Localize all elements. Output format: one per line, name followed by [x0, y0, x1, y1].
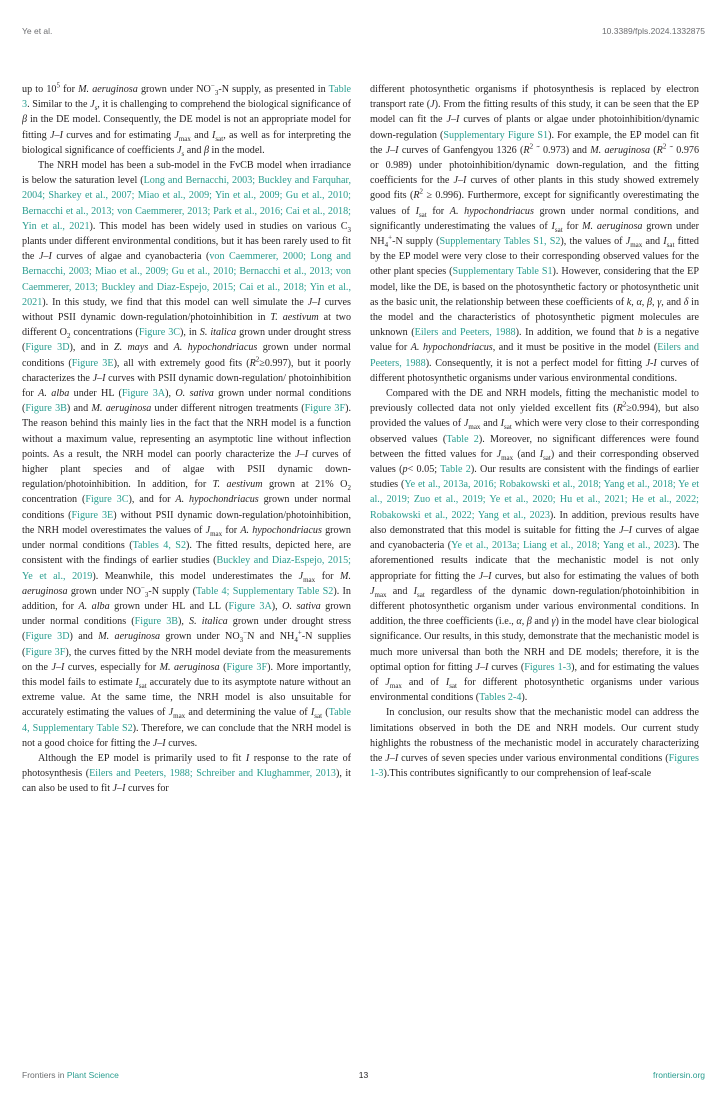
body-paragraph — [22, 751, 351, 797]
citation-link[interactable]: Supplementary Tables S1, S2 — [439, 236, 561, 248]
text-run: and — [642, 236, 664, 248]
subscript: max — [173, 712, 186, 721]
text-run: Although the EP model is primarily used to fit — [38, 752, 246, 764]
text-run: < 0.05; — [407, 464, 441, 476]
subscript: max — [630, 241, 643, 250]
text-run: N and NH — [247, 631, 295, 643]
text-run: for — [426, 205, 450, 217]
subscript: max — [303, 575, 316, 584]
text-run: ). Meanwhile, this model underestimates the — [92, 570, 299, 582]
text-run: under different nitrogen treatments ( — [151, 403, 305, 415]
italic-text: β — [526, 616, 532, 628]
italic-text: I — [551, 220, 555, 232]
text-run: ≥0.994), but also provided the values of — [370, 403, 699, 430]
footer-journal-name: Plant Science — [66, 1070, 119, 1080]
body-paragraph — [370, 705, 699, 781]
text-run: response to the rate of photosynthesis ( — [22, 752, 351, 780]
text-run: (and — [513, 448, 540, 460]
text-run: and — [184, 144, 204, 156]
citation-link[interactable]: Figure 3A — [121, 388, 166, 400]
italic-text: T. aestivum — [270, 312, 319, 324]
text-run: curves of higher plant species and of algae with PSII dynamic down-regulation/photoinhibition. In addition, for — [22, 448, 351, 491]
subscript: 2 — [66, 332, 71, 341]
text-run: ≥0.997), but it poorly characterizes the — [22, 357, 351, 384]
body-paragraph — [370, 386, 699, 705]
italic-text: J — [370, 585, 375, 597]
italic-text: A. hypochondriacus — [173, 342, 258, 354]
superscript: 2 — [662, 142, 667, 151]
italic-text: I — [245, 752, 250, 764]
italic-text: J–I — [453, 175, 467, 187]
text-run: ).This contributes significantly to our comprehension of leaf-scale — [383, 768, 652, 780]
text-run: , and — [661, 296, 684, 308]
italic-text: J–I — [475, 661, 489, 673]
text-run: curves, but also for estimating the values of both — [491, 570, 699, 582]
italic-text: R — [656, 144, 663, 156]
text-run: ), in — [180, 327, 200, 339]
citation-link[interactable]: Table 2 — [446, 433, 479, 445]
text-run: curves of different photosynthetic organisms under various environmental conditions. — [370, 357, 699, 384]
italic-text: O. sativa — [282, 600, 321, 612]
text-run: and of — [401, 676, 446, 688]
footer-site-link[interactable]: frontiersin.org — [653, 1070, 705, 1080]
citation-link[interactable]: Figure 3E — [71, 357, 114, 369]
citation-link[interactable]: Buckley and Diaz-Espejo, 2015; Ye et al., 2019 — [22, 555, 351, 582]
text-run: curves of Ganfengyou 1326 ( — [398, 144, 524, 156]
italic-text: I — [663, 236, 667, 248]
citation-link[interactable]: Figure 3D — [25, 631, 70, 643]
text-run: -N supply, as presented in — [218, 84, 329, 95]
italic-text: S. italica — [189, 616, 228, 628]
italic-text: A. alba — [38, 388, 70, 400]
text-run: ). For example, the EP model can fit the — [370, 129, 699, 156]
citation-link[interactable]: Figures 1-3 — [524, 661, 572, 673]
text-run: grown under normal conditions ( — [22, 388, 351, 415]
subscript: 3 — [214, 89, 219, 98]
text-run: grown under normal conditions ( — [22, 494, 351, 521]
text-run: ). Consequently, it is not a perfect model for fitting — [425, 357, 646, 369]
text-run: ). This model has been widely used in studies on various C — [89, 220, 348, 232]
citation-link[interactable]: Supplementary Table S1 — [452, 266, 553, 278]
text-run: curves of seven species under various environmental conditions ( — [398, 752, 669, 764]
text-run: ˜ 0.973) and — [533, 144, 591, 156]
text-run: ). More importantly, this model fails to estimate — [22, 661, 351, 688]
italic-text: J–I — [446, 114, 460, 126]
italic-text: k — [626, 296, 632, 308]
italic-text: R — [413, 190, 420, 202]
right-text-column — [370, 82, 699, 1042]
italic-text: I — [310, 707, 315, 719]
text-run: curves of algae and cyanobacteria ( — [51, 251, 210, 263]
subscript: sat — [418, 210, 427, 219]
text-run: curves of other plants in this study showed extremely good fits ( — [370, 175, 699, 202]
text-run: ). In this study, we find that this model can well simulate the — [42, 296, 308, 308]
subscript: max — [178, 134, 191, 143]
subscript: max — [210, 529, 223, 538]
text-run: curves. — [165, 737, 198, 749]
text-run: ). The reason behind this mainly lies in the fact that the NRH model is a function without a maximum value, representing an asymptotic line without inflection points. As a result, the NRH model can poorly characterize the — [22, 403, 351, 460]
italic-text: A. hypochondriacus — [449, 205, 534, 217]
subscript: s — [181, 149, 185, 158]
subscript: sat — [215, 134, 224, 143]
text-run: grown under drought stress ( — [22, 327, 351, 354]
text-run: and — [531, 616, 552, 628]
text-run: -N supply ( — [148, 585, 196, 597]
citation-link[interactable]: Figure 3F — [25, 646, 66, 658]
subscript: 4 — [294, 636, 298, 645]
citation-link[interactable]: Ye et al., 2013a, 2016; Robakowski et al., 2018; Yang et al., 2018; Ye et al., 2019; Zuo et al., 2019; Ye et al., 2020; Hu et al., 2021; He et al., 2022; Robakowski et al., 2022; Yang et al., 2023 — [370, 479, 699, 521]
subscript: max — [501, 453, 514, 462]
italic-text: I — [135, 676, 139, 688]
italic-text: M. aeruginosa — [582, 220, 643, 232]
italic-text: O. sativa — [175, 388, 214, 400]
italic-text: I — [413, 585, 418, 597]
text-run: ). Our results are consistent with the findings of earlier studies ( — [370, 464, 699, 491]
text-run: grown under drought stress ( — [22, 616, 351, 643]
superscript: − — [210, 82, 215, 90]
subscript: 3 — [347, 225, 351, 234]
text-run: concentration ( — [22, 494, 86, 506]
italic-text: J — [205, 524, 211, 536]
text-run: ≥ 0.996). Furthermore, except for significantly overestimating the values of — [370, 190, 699, 217]
italic-text: M. aeruginosa — [78, 84, 138, 95]
text-run: plants under different environmental conditions, but it has been rarely used to fit the — [22, 236, 351, 263]
citation-link[interactable]: Eilers and Peeters, 1988 — [370, 342, 699, 369]
italic-text: R — [249, 357, 256, 369]
text-run: ), the values of — [560, 236, 626, 248]
citation-link[interactable]: Table 4, Supplementary Table S2 — [22, 707, 351, 734]
text-run: for — [59, 84, 79, 95]
text-run: The NRH model has been a sub-model in the FvCB model when irradiance is below the saturation level ( — [22, 160, 351, 187]
italic-text: J–I — [307, 296, 321, 308]
text-run: for different photosynthetic organisms under various environmental conditions ( — [370, 676, 699, 704]
citation-link[interactable]: Figure 3B — [134, 616, 179, 628]
italic-text: α — [516, 616, 522, 628]
citation-link[interactable]: Table 3 — [22, 84, 351, 111]
citation-link[interactable]: von Caemmerer, 2000; Long and Bernacchi, 2003; Miao et al., 2009; Gu et al., 2010; Bernacchi et al., 2013; von Caemmerer, 2013; Buckley and Diaz-Espejo, 2015; Cai et al., 2018; Yin et al., 2021 — [22, 251, 351, 308]
text-run: accurately due to its asymptote nature without an extreme value. At the same time, the NRH model is also unsuitable for accurately estimating the values of — [22, 676, 351, 719]
text-run: up to 10 — [22, 84, 57, 95]
superscript: 2 — [529, 142, 534, 151]
text-run: -N supplies ( — [22, 631, 351, 658]
italic-text: γ — [551, 616, 556, 628]
citation-link[interactable]: Tables 2-4 — [479, 692, 522, 704]
italic-text: β — [22, 114, 28, 126]
text-run: different photosynthetic organisms if photosynthesis is replaced by electron transport rate ( — [370, 84, 699, 111]
text-run: ), it can also be used to fit — [22, 768, 351, 795]
italic-text: β — [647, 296, 653, 308]
text-run: ( — [219, 661, 227, 673]
italic-text: A. hypochondriacus — [410, 342, 493, 354]
italic-text: R — [523, 144, 530, 156]
italic-text: β — [203, 144, 209, 156]
italic-text: M. aeruginosa — [590, 144, 651, 156]
body-paragraph — [22, 158, 351, 751]
text-run: ). In addition, for — [22, 585, 351, 612]
text-run: curves of algae and cyanobacteria ( — [370, 524, 699, 552]
superscript: 2 — [255, 355, 260, 364]
italic-text: I — [415, 205, 419, 217]
body-paragraph — [22, 82, 351, 158]
subscript: sat — [504, 423, 512, 432]
text-run: grown under normal conditions ( — [22, 524, 351, 552]
text-run: ), — [165, 388, 176, 400]
italic-text: J — [430, 99, 435, 111]
italic-text: J — [496, 448, 502, 460]
text-run: ) and — [69, 631, 99, 643]
citation-link[interactable]: Ye et al., 2013a; Liang et al., 2018; Yang et al., 2023 — [451, 540, 675, 552]
italic-text: J–I — [112, 783, 126, 795]
text-run: curves and for estimating — [62, 129, 175, 141]
subscript: 3 — [239, 636, 244, 645]
italic-text: M. aeruginosa — [22, 570, 351, 597]
text-run: grown under NO — [160, 631, 240, 643]
italic-text: J–I — [38, 251, 52, 263]
citation-link[interactable]: Eilers and Peeters, 1988 — [414, 327, 516, 339]
text-run: ), — [178, 616, 190, 628]
text-run: ) and their corresponding observed values ( — [370, 448, 699, 476]
superscript: 2 — [419, 188, 424, 197]
text-run: ). In addition, previous results have also demonstrated that this model is suitable for fitting the — [370, 509, 699, 536]
text-run: ). The fitted results, depicted here, are consistent with the findings of earlier studies ( — [22, 540, 351, 567]
subscript: 4 — [384, 241, 389, 250]
italic-text: M. aeruginosa — [98, 631, 161, 643]
italic-text: J — [385, 676, 390, 688]
italic-text: J–I — [385, 144, 399, 156]
text-run: grown under normal conditions, and significantly underestimating the values of — [370, 205, 699, 232]
italic-text: α — [636, 296, 642, 308]
text-run: curves ( — [488, 661, 525, 673]
citation-link[interactable]: Figure 3D — [25, 342, 70, 354]
text-run: for — [222, 524, 241, 536]
text-run: at two different O — [22, 312, 351, 339]
text-run: ), and for — [128, 494, 176, 506]
italic-text: J — [168, 707, 174, 719]
text-run: ). — [521, 692, 528, 704]
text-run: ) in the model have clear biological significance. Our results, in this study, demonstrate that the mechanistic model is much more universal than both the NRH and DE models; therefore, it is the optimal option for fitting — [370, 616, 699, 673]
text-run: regardless of the dynamic down-regulation/photoinhibition in different photosynthetic organism under various environmental conditions. In addition, the three coefficients (i.e., — [370, 585, 699, 628]
text-run: ) and — [66, 403, 92, 415]
italic-text: γ — [657, 296, 662, 308]
italic-text: J — [463, 418, 469, 430]
italic-text: J–I — [478, 570, 492, 582]
subscript: max — [389, 681, 402, 690]
text-run: . Similar to the — [27, 99, 91, 111]
subscript: sat — [554, 225, 563, 234]
subscript: sat — [138, 681, 147, 690]
text-run: ˜ 0.976 or 0.989) under photoinhibition/dynamic down-regulation, and the fitting coefficients for the — [370, 144, 699, 187]
subscript: s — [94, 104, 98, 113]
subscript: sat — [666, 241, 675, 250]
italic-text: J–I — [92, 372, 106, 384]
italic-text: A. alba — [78, 600, 110, 612]
text-run: ). Therefore, we can conclude that the NRH model is not a good choice for fitting the — [22, 722, 351, 749]
italic-text: Z. mays — [113, 342, 149, 354]
text-run: under HL ( — [69, 388, 122, 400]
text-run: grown under normal conditions ( — [22, 342, 351, 369]
italic-text: M. aeruginosa — [91, 403, 152, 415]
italic-text: J–I — [619, 524, 632, 536]
subscript: sat — [543, 453, 551, 462]
citation-link[interactable]: Figure 3B — [25, 403, 67, 415]
italic-text: J–I — [152, 737, 166, 749]
text-run: , — [652, 296, 658, 308]
text-run: curves of plants or algae under photoinhibition/dynamic down-regulation ( — [370, 114, 699, 141]
text-run: which were very close to their corresponding observed values ( — [370, 418, 699, 445]
italic-text: I — [539, 448, 544, 460]
italic-text: J–I — [385, 752, 399, 764]
italic-text: J — [174, 129, 179, 141]
italic-text: R — [616, 403, 623, 415]
text-run: grown under NO — [67, 585, 141, 597]
italic-text: b — [637, 327, 643, 339]
text-run: ). From the fitting results of this study, it can be seen that the EP model can fit the — [370, 99, 699, 126]
italic-text: J — [625, 236, 631, 248]
text-run: curves, especially for — [64, 661, 160, 673]
text-run: ), the curves fitted by the NRH model deviate from the measurements on the — [22, 646, 351, 673]
subscript: 3 — [144, 590, 149, 599]
text-run: , — [641, 296, 647, 308]
subscript: 2 — [347, 484, 351, 493]
text-run: -N supply ( — [392, 236, 440, 248]
citation-link[interactable]: Supplementary Figure S1 — [443, 129, 549, 141]
running-header-authors: Ye et al. — [22, 26, 53, 36]
text-run: grown under NO — [137, 84, 211, 95]
text-run: in the DE model. Consequently, the DE model is not an appropriate model for fitting — [22, 114, 351, 141]
text-run: in the model. — [208, 144, 265, 156]
text-run: grown under NH — [370, 220, 699, 248]
text-run: in the model and the characteristics of photosynthetic pigment molecules are unknown ( — [370, 296, 699, 339]
italic-text: J–I — [51, 661, 65, 673]
running-header-doi: 10.3389/fpls.2024.1332875 — [601, 26, 705, 36]
text-run: and — [480, 418, 501, 430]
italic-text: J — [90, 99, 95, 111]
italic-text: I — [212, 129, 216, 141]
citation-link[interactable]: Table 2 — [440, 464, 471, 476]
text-run: concentrations ( — [70, 327, 139, 339]
italic-text: A. hypochondriacus — [240, 524, 322, 536]
text-run: , — [631, 296, 637, 308]
text-run: ), all with extremely good fits ( — [113, 357, 250, 369]
citation-link[interactable]: Figure 3C — [85, 494, 129, 506]
superscript: 2 — [622, 400, 627, 409]
text-run: ), and for estimating the values of — [370, 661, 699, 688]
text-run: , it is challenging to comprehend the biological significance of — [97, 99, 351, 111]
left-text-column — [22, 82, 351, 1042]
text-run: In conclusion, our results show that the mechanistic model can address the limitations observed in both the DE and NRH models. Our current study highlights the robustness of the mechanistic model in accurately characterizing the — [370, 707, 699, 764]
italic-text: M. aeruginosa — [159, 661, 220, 673]
italic-text: I — [500, 418, 505, 430]
superscript: + — [297, 628, 302, 637]
text-run: Compared with the DE and NRH models, fitting the mechanistic model to previously collected data not only yielded excellent fits ( — [370, 388, 699, 415]
citation-link[interactable]: Figure 3E — [71, 509, 114, 521]
citation-link[interactable]: Figures 1-3 — [370, 752, 699, 780]
text-run: fitted by the EP model were very close to their corresponding observed values for the other plant species ( — [370, 236, 699, 278]
text-run: grown under normal conditions ( — [22, 600, 351, 628]
footer-journal-prefix: Frontiers in — [22, 1070, 67, 1080]
citation-link[interactable]: Figure 3F — [304, 403, 346, 415]
page-number: 13 — [358, 1070, 369, 1080]
text-run: and — [190, 129, 213, 141]
text-run: curves with PSII dynamic down-regulation/ photoinhibition for — [22, 372, 351, 400]
body-paragraph — [370, 82, 699, 386]
citation-link[interactable]: Figure 3F — [226, 661, 268, 673]
text-run: , as well as for interpreting the biological significance of coefficients — [22, 129, 351, 156]
text-run: , — [521, 616, 527, 628]
italic-text: δ — [683, 296, 689, 308]
text-run: ), — [271, 600, 283, 612]
text-run: and — [386, 585, 414, 597]
citation-link[interactable]: Table 4; Supplementary Table S2 — [195, 585, 334, 597]
italic-text: J–I — [295, 448, 309, 460]
italic-text: J — [177, 144, 182, 156]
text-run: curves for — [125, 783, 169, 795]
citation-link[interactable]: Long and Bernacchi, 2003; Buckley and Farquhar, 2004; Sharkey et al., 2007; Miao et al., 2009; Yin et al., 2009; Gu et al., 2010; Bernacchi et al., 2013; von Caemmerer, 2013; Park et al., 2016; Cai et al., 2018; Yin et al., 2021 — [22, 175, 351, 232]
italic-text: S. italica — [199, 327, 237, 339]
superscript: − — [140, 583, 145, 592]
text-run: is a negative value for — [370, 327, 699, 354]
citation-link[interactable]: Eilers and Peeters, 1988; Schreiber and Klughammer, 2013 — [89, 768, 336, 780]
text-run: ). Moreover, no significant differences were found between the fitted values for — [370, 433, 699, 460]
superscript: 5 — [56, 82, 60, 90]
italic-text: J-I — [645, 357, 657, 369]
text-run: ), and in — [69, 342, 114, 354]
citation-link[interactable]: Figure 3C — [138, 327, 181, 339]
text-run: ). The aforementioned results indicate that the mechanistic model is not only appropriate for fitting the — [370, 540, 699, 582]
text-run: and — [148, 342, 174, 354]
text-run: ). In addition, we found that — [515, 327, 638, 339]
text-run: and determining the value of — [185, 707, 311, 719]
citation-link[interactable]: Tables 4, S2 — [132, 540, 187, 552]
subscript: max — [374, 590, 387, 599]
text-run: ). However, considering that the EP model, like the DE, is based on the photosynthetic factory or photosynthetic unit as the basic unit, the relationship between these coefficients of — [370, 266, 699, 308]
italic-text: A. hypochondriacus — [175, 494, 259, 506]
text-run: curves without PSII dynamic down-regulation/photoinhibition in — [22, 296, 351, 324]
subscript: sat — [449, 681, 457, 690]
text-run: , and it must be positive in the model ( — [492, 342, 658, 354]
text-run: grown at 21% O — [262, 479, 348, 491]
text-run: ) without PSII dynamic down-regulation/photoinhibition, the NRH model overestimates the values of — [22, 509, 351, 536]
text-run: for — [562, 220, 583, 232]
text-run: for — [315, 570, 341, 582]
text-run: ( — [650, 144, 657, 156]
italic-text: I — [445, 676, 450, 688]
superscript: + — [388, 233, 393, 242]
citation-link[interactable]: Figure 3A — [228, 600, 272, 612]
italic-text: J — [298, 570, 304, 582]
italic-text: T. aestivum — [212, 479, 263, 491]
subscript: sat — [417, 590, 425, 599]
subscript: max — [468, 423, 481, 432]
subscript: sat — [314, 712, 323, 721]
superscript: − — [243, 628, 248, 637]
italic-text: p — [402, 464, 408, 476]
text-run: grown under HL and LL ( — [109, 600, 229, 612]
italic-text: J–I — [50, 129, 63, 141]
text-run: ( — [322, 707, 329, 719]
